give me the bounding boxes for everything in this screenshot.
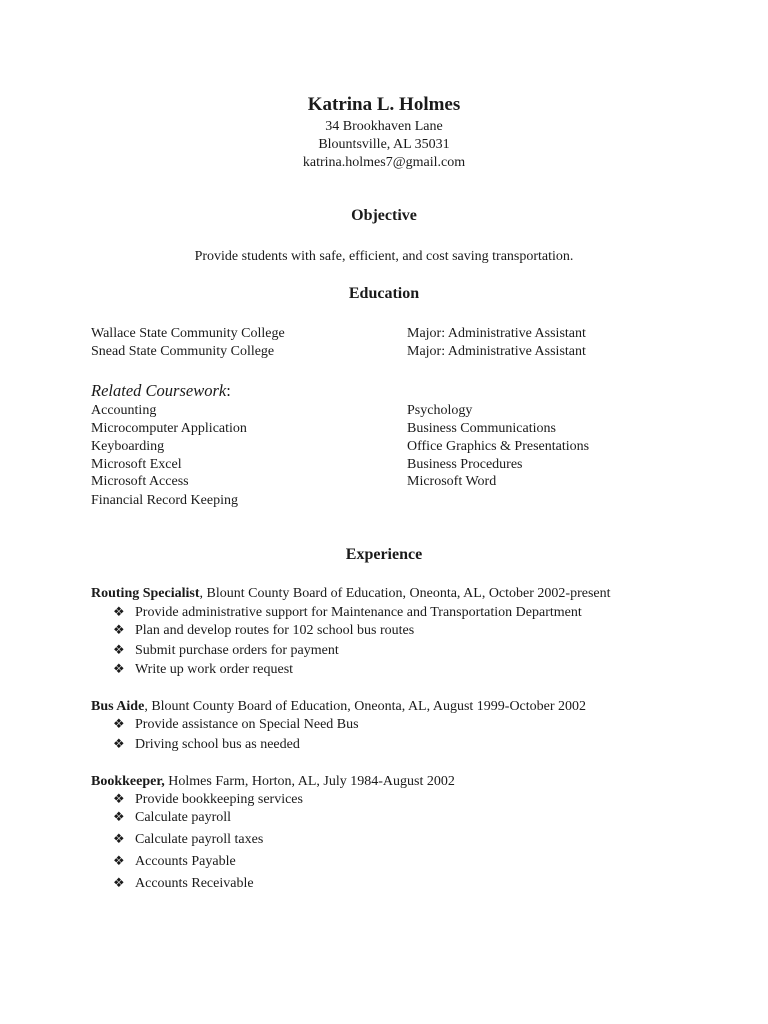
job-details: Holmes Farm, Horton, AL, July 1984-August 2002 bbox=[164, 774, 455, 789]
coursework-item: Office Graphics & Presentations bbox=[407, 439, 590, 454]
list-item bbox=[113, 853, 236, 870]
coursework-heading bbox=[91, 381, 231, 401]
diamond-bullet-icon: ❖ bbox=[113, 737, 125, 752]
list-item-text: Plan and develop routes for 102 school bus routes bbox=[135, 623, 415, 638]
coursework-item: Microcomputer Application bbox=[91, 421, 247, 436]
diamond-bullet-icon: ❖ bbox=[113, 876, 125, 891]
coursework-item: Financial Record Keeping bbox=[91, 493, 238, 508]
list-item-text: Provide assistance on Special Need Bus bbox=[135, 717, 359, 732]
objective-heading: Objective bbox=[351, 207, 417, 224]
resume-name: Katrina L. Holmes bbox=[307, 94, 461, 115]
list-item-text: Calculate payroll taxes bbox=[135, 832, 264, 847]
experience-heading: Experience bbox=[345, 546, 423, 563]
list-item bbox=[113, 716, 359, 733]
diamond-bullet-icon: ❖ bbox=[113, 662, 125, 677]
list-item-text: Write up work order request bbox=[135, 662, 294, 677]
list-item bbox=[113, 736, 300, 753]
coursework-item: Microsoft Excel bbox=[91, 457, 182, 472]
list-item bbox=[113, 809, 231, 826]
job-title: Bookkeeper, bbox=[91, 774, 165, 789]
list-item bbox=[113, 604, 582, 621]
school-major: Major: Administrative Assistant bbox=[407, 344, 586, 359]
coursework-item: Business Communications bbox=[407, 421, 556, 436]
list-item bbox=[113, 831, 263, 848]
school-name: Snead State Community College bbox=[91, 344, 275, 359]
list-item bbox=[113, 622, 414, 639]
diamond-bullet-icon: ❖ bbox=[113, 810, 125, 825]
address-line-1: 34 Brookhaven Lane bbox=[325, 119, 443, 134]
coursework-colon: : bbox=[226, 381, 231, 400]
diamond-bullet-icon: ❖ bbox=[113, 643, 125, 658]
list-item bbox=[113, 642, 339, 659]
list-item-text: Provide bookkeeping services bbox=[135, 792, 303, 807]
list-item-text: Accounts Payable bbox=[135, 854, 236, 869]
coursework-item: Psychology bbox=[407, 403, 473, 418]
diamond-bullet-icon: ❖ bbox=[113, 717, 125, 732]
school-name: Wallace State Community College bbox=[91, 326, 285, 341]
job-title: Routing Specialist bbox=[91, 586, 200, 601]
coursework-item: Microsoft Access bbox=[91, 474, 189, 489]
email-address: katrina.holmes7@gmail.com bbox=[302, 155, 466, 170]
list-item bbox=[113, 791, 303, 808]
list-item-text: Provide administrative support for Maintenance and Transportation Department bbox=[135, 605, 582, 620]
job-details: , Blount County Board of Education, Oneonta, AL, October 2002-present bbox=[199, 586, 611, 601]
objective-text: Provide students with safe, efficient, and cost saving transportation. bbox=[194, 249, 574, 264]
list-item bbox=[113, 875, 254, 892]
diamond-bullet-icon: ❖ bbox=[113, 854, 125, 869]
list-item-text: Driving school bus as needed bbox=[135, 737, 300, 752]
list-item-text: Submit purchase orders for payment bbox=[135, 643, 339, 658]
education-heading: Education bbox=[348, 285, 420, 302]
list-item-text: Accounts Receivable bbox=[135, 876, 254, 891]
diamond-bullet-icon: ❖ bbox=[113, 792, 125, 807]
diamond-bullet-icon: ❖ bbox=[113, 832, 125, 847]
address-line-2: Blountsville, AL 35031 bbox=[318, 137, 450, 152]
coursework-item: Business Procedures bbox=[407, 457, 523, 472]
coursework-label: Related Coursework bbox=[91, 381, 227, 400]
diamond-bullet-icon: ❖ bbox=[113, 605, 125, 620]
job-title-line bbox=[91, 698, 586, 715]
list-item bbox=[113, 661, 293, 678]
school-major: Major: Administrative Assistant bbox=[407, 326, 586, 341]
job-title-line bbox=[91, 585, 611, 602]
list-item-text: Calculate payroll bbox=[135, 810, 232, 825]
coursework-item: Accounting bbox=[91, 403, 157, 418]
job-title-line bbox=[91, 773, 455, 790]
job-title: Bus Aide bbox=[91, 699, 145, 714]
diamond-bullet-icon: ❖ bbox=[113, 623, 125, 638]
job-details: , Blount County Board of Education, Oneonta, AL, August 1999-October 2002 bbox=[144, 699, 587, 714]
coursework-item: Keyboarding bbox=[91, 439, 165, 454]
coursework-item: Microsoft Word bbox=[407, 474, 497, 489]
